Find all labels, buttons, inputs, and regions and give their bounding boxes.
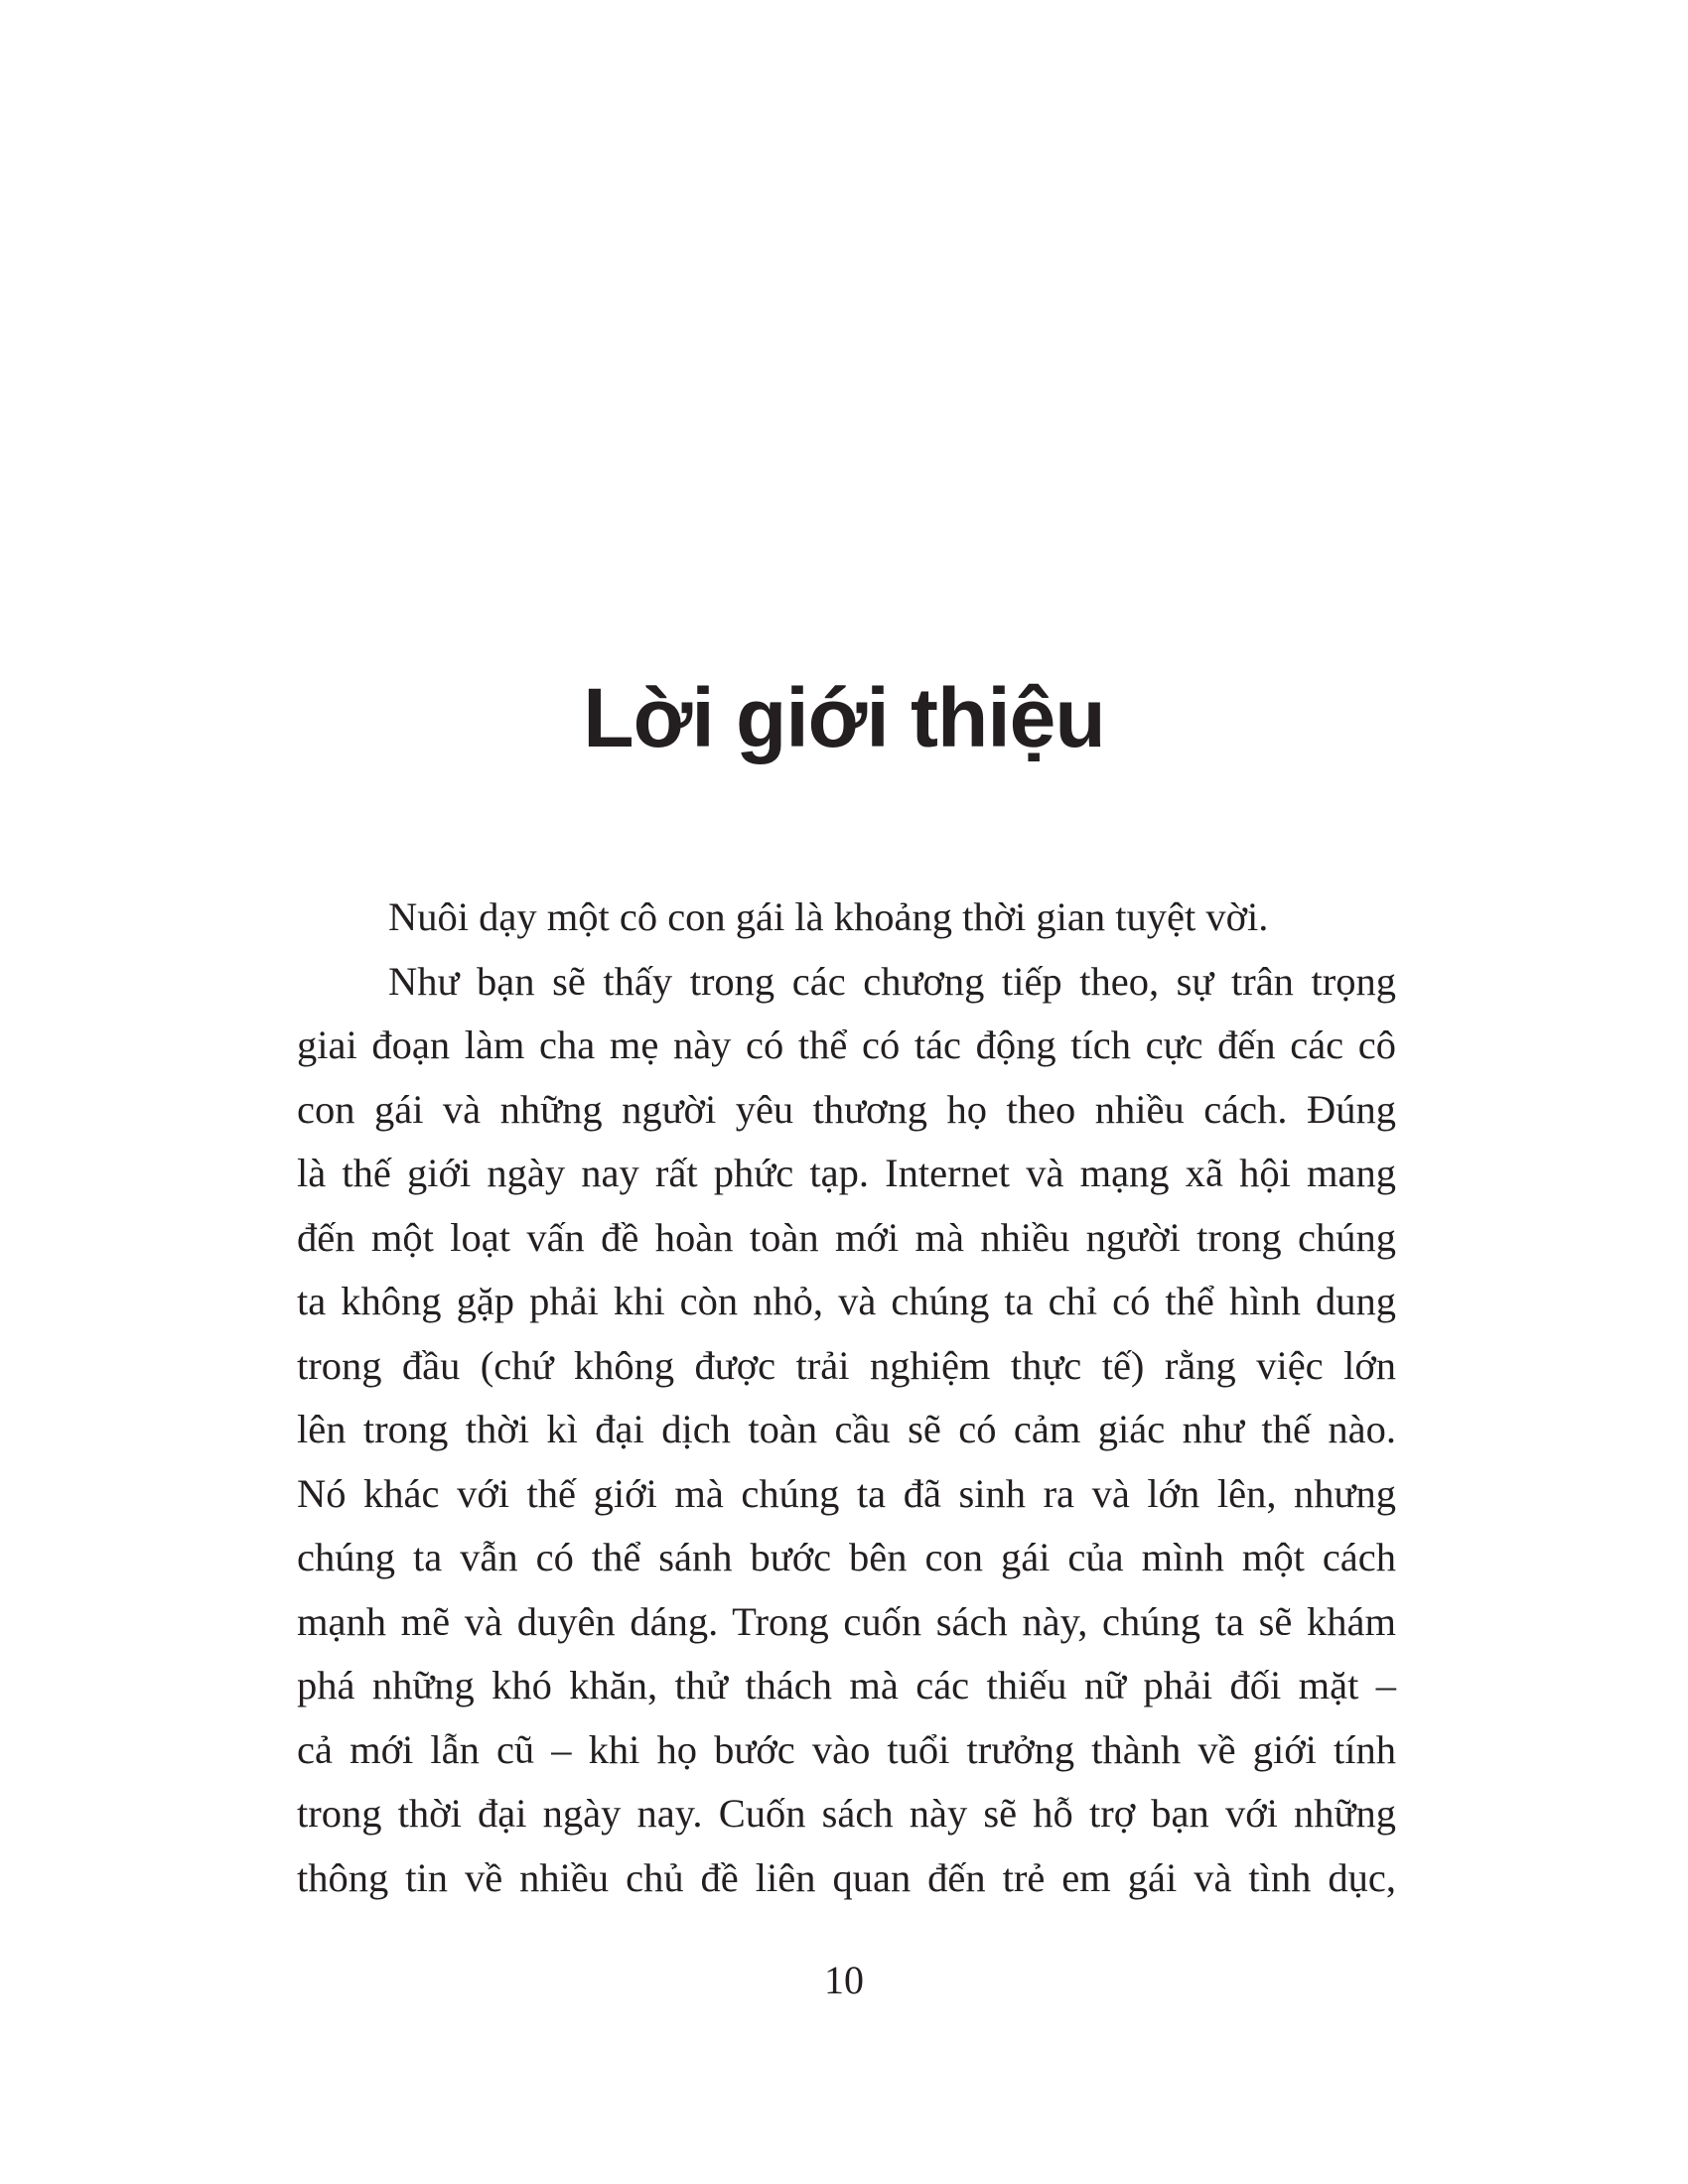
paragraph-line: cả mới lẫn cũ – khi họ bước vào tuổi trưởng thành về giới tính xyxy=(297,1726,1396,1772)
paragraph-line: chúng ta vẫn có thể sánh bước bên con gái của mình một cách xyxy=(297,1535,1396,1579)
paragraph-intro-line: Nuôi dạy một cô con gái là khoảng thời gian tuyệt vời. xyxy=(388,894,1269,939)
paragraph-line: trong đầu (chứ không được trải nghiệm thực tế) rằng việc lớn xyxy=(297,1342,1396,1388)
chapter-title: Lời giới thiệu xyxy=(583,671,1105,764)
paragraph-line: Nó khác với thế giới mà chúng ta đã sinh ra và lớn lên, nhưng xyxy=(297,1470,1396,1516)
paragraph-line: phá những khó khăn, thử thách mà các thiếu nữ phải đối mặt – xyxy=(297,1663,1396,1707)
paragraph-line: mạnh mẽ và duyên dáng. Trong cuốn sách này, chúng ta sẽ khám xyxy=(297,1598,1396,1644)
body-text xyxy=(297,886,1396,1910)
page-number: 10 xyxy=(824,1958,864,2002)
paragraph-line: con gái và những người yêu thương họ theo nhiều cách. Đúng xyxy=(297,1086,1396,1132)
paragraph-line: là thế giới ngày nay rất phức tạp. Internet và mạng xã hội mang xyxy=(297,1151,1396,1195)
paragraph-line: trong thời đại ngày nay. Cuốn sách này sẽ hỗ trợ bạn với những xyxy=(297,1791,1396,1836)
paragraph-line: đến một loạt vấn đề hoàn toàn mới mà nhiều người trong chúng xyxy=(297,1214,1396,1260)
paragraph-line: Như bạn sẽ thấy trong các chương tiếp theo, sự trân trọng xyxy=(388,958,1396,1004)
paragraph-line: lên trong thời kì đại dịch toàn cầu sẽ có cảm giác như thế nào. xyxy=(297,1407,1396,1451)
paragraph-line: giai đoạn làm cha mẹ này có thể có tác động tích cực đến các cô xyxy=(297,1023,1396,1067)
paragraph-line: ta không gặp phải khi còn nhỏ, và chúng ta chỉ có thể hình dung xyxy=(297,1279,1396,1323)
paragraph-line: thông tin về nhiều chủ đề liên quan đến trẻ em gái và tình dục, xyxy=(297,1854,1396,1900)
